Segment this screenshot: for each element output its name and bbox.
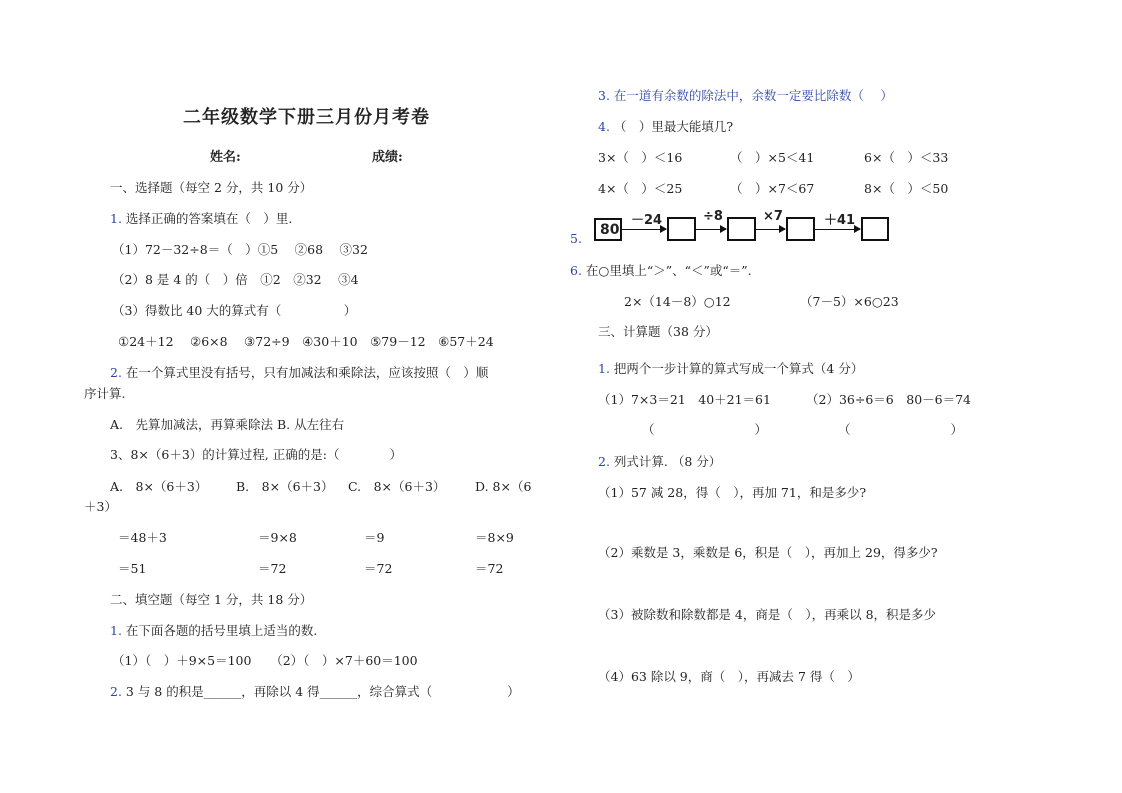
chain-arrow [622, 229, 666, 230]
question-3-option-c: C. 8×（6＋3） [348, 479, 446, 494]
section-2-title: 二、填空题（每空 1 分，共 18 分） [110, 592, 313, 607]
chain-arrow [815, 229, 860, 230]
question-2-cont: 序计算. [84, 386, 126, 401]
question-3-option-b: B. 8×（6＋3） [236, 479, 334, 494]
question-text: 列式计算. （8 分） [613, 454, 722, 469]
calc-1-a: （1）7×3＝21 40＋21＝61 [598, 392, 771, 407]
question-text: 3 与 8 的积是______，再除以 4 得______，综合算式（ ） [121, 684, 520, 699]
step-d1: ＝8×9 [475, 530, 514, 545]
question-text: 在下面各题的括号里填上适当的数. [125, 623, 318, 638]
question-2 [110, 363, 488, 381]
score-label: 成绩: [372, 150, 403, 165]
calc-2-3: （3）被除数和除数都是 4，商是（ ），再乘以 8，积是多少 [598, 607, 937, 622]
fill-question-1 [110, 621, 317, 639]
r4-b2: （ ）×7＜67 [730, 181, 815, 196]
question-text: 选择正确的答案填在（ ）里. [125, 211, 293, 226]
step-b2: ＝72 [258, 561, 287, 576]
calc-1-b: （2）36÷6＝6 80－6＝74 [806, 392, 972, 407]
r6-a: 2×（14－8）○12 [624, 294, 731, 309]
question-1-3: （3）得数比 40 大的算式有（ ） [112, 303, 357, 318]
chain-arrow [756, 229, 785, 230]
step-a2: ＝51 [118, 561, 147, 576]
fill-question-2 [110, 682, 520, 700]
r4-a1: 3×（ ）＜16 [598, 150, 683, 165]
chain-op-3: ×7 [763, 209, 783, 224]
question-r5-number: 5. [570, 231, 582, 246]
question-text: 在○里填上“＞”、“＜”或“＝”. [585, 263, 752, 278]
calc-question-1 [598, 359, 863, 377]
step-b1: ＝9×8 [258, 530, 297, 545]
chain-start-value: 80 [600, 222, 620, 238]
question-text: 在一个算式里没有括号，只有加减法和乘除法，应该按照（ ）顺 [125, 365, 489, 380]
page-title: 二年级数学下册三月份月考卷 [183, 107, 430, 128]
calc-question-2 [598, 452, 721, 470]
question-3: 3、8×（6＋3）的计算过程, 正确的是:（ ） [110, 447, 402, 462]
question-1-3-options: ①24＋12 ②6×8 ③72÷9 ④30＋10 ⑤79－12 ⑥57＋24 [118, 334, 494, 349]
question-1-2: （2）8 是 4 的（ ）倍 ①2 ②32 ③4 [112, 272, 359, 287]
question-1-1: （1）72－32÷8＝（ ）①5 ②68 ③32 [112, 242, 368, 257]
question-number: 6. [570, 263, 582, 278]
chain-op-2: ÷8 [703, 209, 723, 224]
question-r6 [570, 261, 752, 279]
question-3-option-a: A. 8×（6＋3） [110, 479, 208, 494]
question-3-option-d-cont: ＋3） [84, 499, 117, 514]
r4-b3: 8×（ ）＜50 [864, 181, 949, 196]
question-1 [110, 209, 292, 227]
r4-b1: 4×（ ）＜25 [598, 181, 683, 196]
question-text: 把两个一步计算的算式写成一个算式（4 分） [613, 361, 864, 376]
step-a1: ＝48＋3 [118, 530, 167, 545]
chain-box-1[interactable] [667, 217, 696, 241]
question-number: 4. [598, 119, 610, 134]
calc-2-4: （4）63 除以 9，商（ ），再减去 7 得（ ） [598, 669, 860, 684]
calc-2-1: （1）57 减 28，得（ ），再加 71，和是多少? [598, 485, 867, 500]
question-number: 1. [110, 623, 122, 638]
chain-start-box [594, 218, 622, 241]
r4-a3: 6×（ ）＜33 [864, 150, 949, 165]
calc-1-b-answer[interactable]: （ ） [838, 422, 964, 437]
question-number: 2. [598, 454, 610, 469]
section-1-title: 一、选择题（每空 2 分，共 10 分） [110, 180, 313, 195]
step-d2: ＝72 [475, 561, 504, 576]
r6-b: （7－5）×6○23 [800, 294, 899, 309]
question-r4 [598, 117, 733, 135]
chain-box-3[interactable] [786, 217, 815, 241]
question-number: 1. [598, 361, 610, 376]
name-label: 姓名: [210, 150, 241, 165]
question-number: 2. [110, 365, 122, 380]
step-c2: ＝72 [364, 561, 393, 576]
calc-2-2: （2）乘数是 3，乘数是 6，积是（ ），再加上 29，得多少? [598, 545, 938, 560]
question-text: （ ）里最大能填几? [613, 119, 734, 134]
step-c1: ＝9 [364, 530, 385, 545]
question-2-options: A. 先算加减法，再算乘除法 B. 从左往右 [110, 417, 345, 432]
question-number: 1. [110, 211, 122, 226]
chain-op-1: －24 [631, 213, 663, 228]
section-3-title: 三、计算题（38 分） [598, 324, 718, 339]
chain-box-2[interactable] [727, 217, 756, 241]
calc-1-a-answer[interactable]: （ ） [642, 422, 768, 437]
chain-op-4: ＋41 [824, 213, 856, 228]
r4-a2: （ ）×5＜41 [730, 150, 815, 165]
question-3-option-d: D. 8×（6 [475, 479, 532, 494]
chain-arrow [696, 229, 726, 230]
question-number: 2. [110, 684, 122, 699]
chain-box-4[interactable] [861, 217, 889, 241]
fill-question-1-items: （1）（ ）＋9×5＝100 （2）（ ）×7＋60＝100 [112, 653, 418, 668]
question-r3: 3. 在一道有余数的除法中，余数一定要比除数（ ） [598, 88, 893, 103]
